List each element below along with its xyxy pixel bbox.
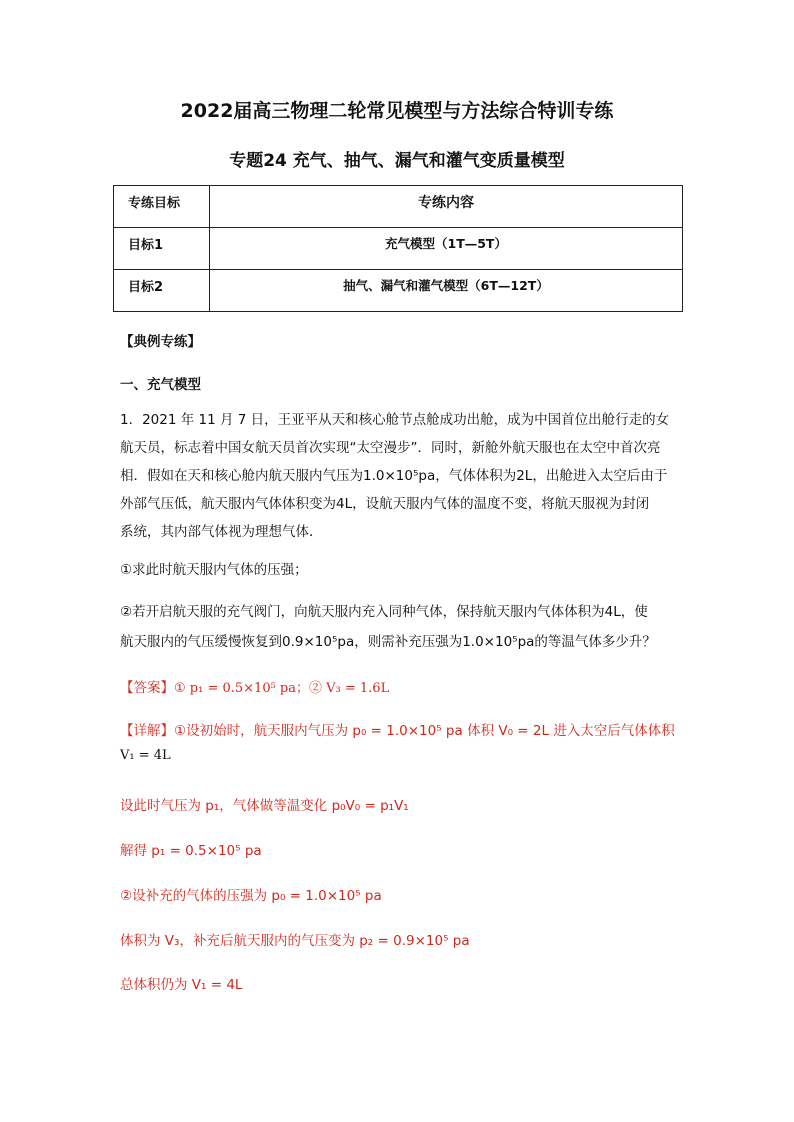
table-header-row: [114, 186, 683, 228]
goals-table: [113, 185, 683, 312]
answer-label: 【答案】: [120, 680, 174, 696]
detail-line: 设此时气压为 p₁，气体做等温变化 p₀V₀ = p₁V₁: [120, 798, 409, 814]
detail-line: ②设补充的气体的压强为 p₀ = 1.0×10⁵ pa: [120, 888, 382, 904]
question-part-2-cont: 航天服内的气压缓慢恢复到0.9×10⁵pa，则需补充压强为1.0×10⁵pa的等温气体多少升？: [120, 634, 656, 650]
section-heading: 【典例专练】: [120, 334, 201, 350]
question-line: 系统，其内部气体视为理想气体．: [120, 524, 323, 540]
table-cell-content: 充气模型（1T—5T）: [210, 228, 683, 270]
question-part-2: ②若开启航天服的充气阀门，向航天服内充入同种气体，保持航天服内气体体积为4L，使: [120, 604, 648, 620]
detail-line: 总体积仍为 V₁ = 4L: [120, 977, 243, 993]
table-header-goal: 专练目标: [114, 186, 210, 228]
table-cell-goal: 目标2: [114, 270, 210, 312]
answer-text: ① p₁ = 0.5×10⁵ pa；② V₃ = 1.6L: [174, 681, 390, 696]
question-line: 1．2021 年 11 月 7 日，王亚平从天和核心舱节点舱成功出舱，成为中国首位出舱行走的女: [120, 412, 670, 428]
table-row: [114, 228, 683, 270]
detail-line: V₁ = 4L: [120, 748, 171, 763]
subsection-heading: 一、充气模型: [120, 377, 201, 393]
question-line: 航天员，标志着中国女航天员首次实现“太空漫步”．同时，新舱外航天服也在太空中首次亮: [120, 440, 661, 456]
table-header-content: 专练内容: [210, 186, 683, 228]
table-cell-goal: 目标1: [114, 228, 210, 270]
detail-label: 【详解】: [120, 723, 174, 739]
detail-line: 体积为 V₃，补充后航天服内的气压变为 p₂ = 0.9×10⁵ pa: [120, 933, 470, 949]
table-row: [114, 270, 683, 312]
table-cell-content: 抽气、漏气和灌气模型（6T—12T）: [210, 270, 683, 312]
question-part-1: ①求此时航天服内气体的压强；: [120, 562, 308, 578]
question-line: 外部气压低，航天服内气体体积变为4L，设航天服内气体的温度不变，将航天服视为封闭: [120, 496, 650, 512]
detail-line: 解得 p₁ = 0.5×10⁵ pa: [120, 843, 262, 859]
page-subtitle: 专题24 充气、抽气、漏气和灌气变质量模型: [229, 151, 565, 171]
question-line: 相．假如在天和核心舱内航天服内气压为1.0×10⁵pa，气体体积为2L，出舱进入太空后由于: [120, 468, 668, 484]
answer-line: [120, 676, 389, 696]
detail-text: ①设初始时，航天服内气压为 p₀ = 1.0×10⁵ pa 体积 V₀ = 2L 进入太空后气体体积: [174, 723, 675, 739]
detail-line: [120, 719, 675, 739]
page-title: 2022届高三物理二轮常见模型与方法综合特训专练: [180, 100, 614, 122]
